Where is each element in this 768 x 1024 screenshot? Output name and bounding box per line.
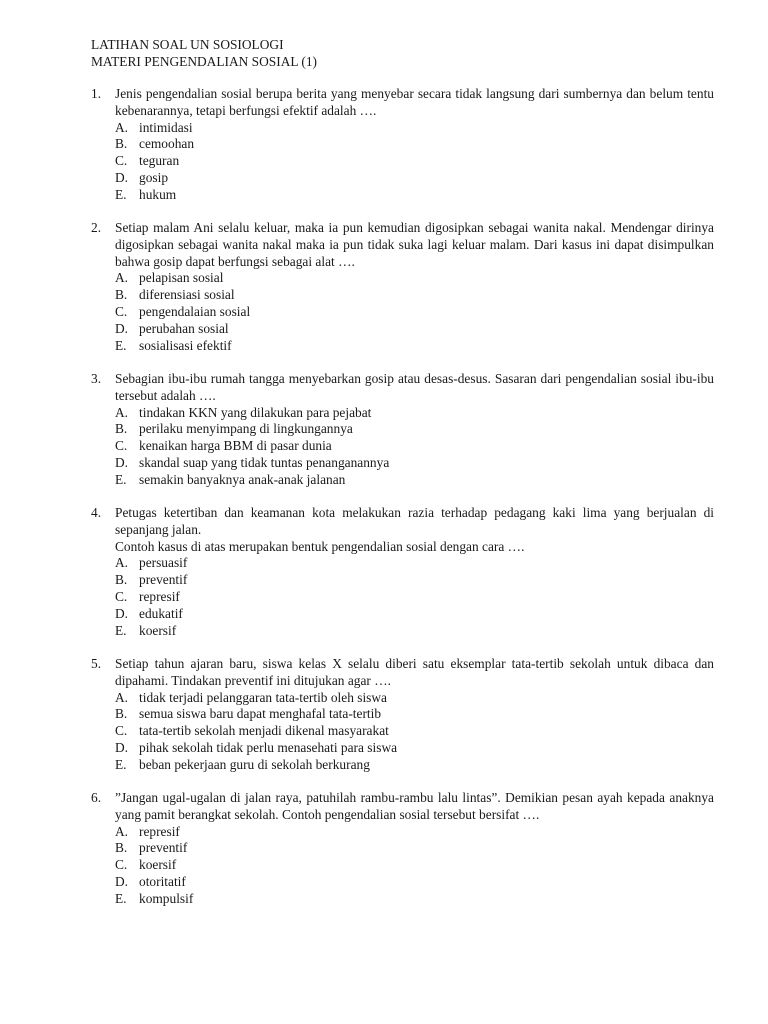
option-text: pengendalaian sosial — [139, 303, 251, 319]
option-letter: B. — [115, 840, 128, 856]
option-letter: B. — [115, 136, 128, 152]
option-letter: E. — [115, 622, 127, 638]
answer-options — [115, 270, 714, 354]
option-text: beban pekerjaan guru di sekolah berkurang — [139, 756, 370, 772]
answer-option-e[interactable] — [115, 472, 714, 489]
question-number: 2. — [91, 220, 102, 235]
answer-option-c[interactable] — [115, 304, 714, 321]
answer-option-d[interactable] — [115, 455, 714, 472]
answer-option-b[interactable] — [115, 840, 714, 857]
option-text: pelapisan sosial — [139, 270, 224, 286]
answer-options — [115, 824, 714, 908]
option-letter: B. — [115, 421, 128, 437]
option-text: hukum — [139, 186, 177, 202]
answer-option-b[interactable] — [115, 287, 714, 304]
option-letter: C. — [115, 857, 128, 873]
answer-option-d[interactable] — [115, 321, 714, 338]
option-letter: B. — [115, 706, 128, 722]
option-text: kompulsif — [139, 890, 194, 906]
answer-option-b[interactable] — [115, 421, 714, 438]
question-number: 5. — [91, 656, 102, 671]
option-letter: B. — [115, 572, 128, 588]
answer-option-c[interactable] — [115, 438, 714, 455]
answer-option-d[interactable] — [115, 170, 714, 187]
question-3 — [91, 371, 714, 489]
answer-options — [115, 405, 714, 489]
answer-option-c[interactable] — [115, 589, 714, 606]
answer-option-a[interactable] — [115, 555, 714, 572]
question-text: ”Jangan ugal-ugalan di jalan raya, patuhilah rambu-rambu lalu lintas”. Demikian pesan ayah kepada anaknya yang pamit berangkat sekolah. Contoh pengendalian sosial tersebut bersifat …. — [115, 790, 714, 822]
answer-option-e[interactable] — [115, 891, 714, 908]
option-text: represif — [139, 823, 180, 839]
option-letter: A. — [115, 689, 129, 705]
option-text: intimidasi — [139, 119, 193, 135]
answer-options — [115, 555, 714, 639]
option-letter: A. — [115, 823, 129, 839]
option-text: tata-tertib sekolah menjadi dikenal masyarakat — [139, 723, 389, 739]
question-text: Setiap tahun ajaran baru, siswa kelas X selalu diberi satu eksemplar tata-tertib sekolah untuk dibaca dan dipahami. Tindakan preventif ini ditujukan agar …. — [115, 656, 714, 688]
option-letter: A. — [115, 555, 129, 571]
option-letter: D. — [115, 605, 129, 621]
option-letter: C. — [115, 153, 128, 169]
question-2 — [91, 220, 714, 354]
question-text: Jenis pengendalian sosial berupa berita yang menyebar secara tidak langsung dari sumbernya dan belum tentu kebenarannya, tetapi berfungsi efektif adalah …. — [115, 86, 714, 118]
answer-option-d[interactable] — [115, 606, 714, 623]
option-letter: A. — [115, 270, 129, 286]
option-text: semua siswa baru dapat menghafal tata-tertib — [139, 706, 382, 722]
answer-option-b[interactable] — [115, 706, 714, 723]
question-text: Petugas ketertiban dan keamanan kota melakukan razia terhadap pedagang kaki lima yang berjualan di sepanjang jalan. — [115, 505, 714, 537]
answer-option-d[interactable] — [115, 740, 714, 757]
option-text: preventif — [139, 840, 188, 856]
answer-option-c[interactable] — [115, 723, 714, 740]
option-text: otoritatif — [139, 873, 186, 889]
question-number: 1. — [91, 86, 102, 101]
option-letter: E. — [115, 890, 127, 906]
option-text: kenaikan harga BBM di pasar dunia — [139, 438, 332, 454]
question-6 — [91, 790, 714, 908]
answer-option-c[interactable] — [115, 857, 714, 874]
answer-option-a[interactable] — [115, 405, 714, 422]
answer-option-c[interactable] — [115, 153, 714, 170]
option-letter: A. — [115, 404, 129, 420]
option-text: preventif — [139, 572, 188, 588]
option-letter: E. — [115, 337, 127, 353]
answer-option-e[interactable] — [115, 187, 714, 204]
answer-option-b[interactable] — [115, 136, 714, 153]
question-1 — [91, 86, 714, 204]
answer-option-b[interactable] — [115, 572, 714, 589]
option-letter: D. — [115, 454, 129, 470]
option-letter: D. — [115, 320, 129, 336]
option-text: gosip — [139, 169, 169, 185]
question-5 — [91, 656, 714, 774]
option-text: koersif — [139, 857, 177, 873]
option-text: pihak sekolah tidak perlu menasehati para siswa — [139, 739, 398, 755]
option-text: tidak terjadi pelanggaran tata-tertib oleh siswa — [139, 689, 388, 705]
option-text: skandal suap yang tidak tuntas penanganannya — [139, 454, 390, 470]
question-number: 3. — [91, 371, 102, 386]
answer-option-a[interactable] — [115, 690, 714, 707]
answer-option-e[interactable] — [115, 623, 714, 640]
question-text-continued: Contoh kasus di atas merupakan bentuk pengendalian sosial dengan cara …. — [115, 538, 525, 554]
option-text: perubahan sosial — [139, 320, 229, 336]
answer-option-d[interactable] — [115, 874, 714, 891]
option-letter: E. — [115, 756, 127, 772]
option-text: perilaku menyimpang di lingkungannya — [139, 421, 353, 437]
option-letter: C. — [115, 303, 128, 319]
option-letter: C. — [115, 438, 128, 454]
answer-option-a[interactable] — [115, 824, 714, 841]
question-number: 4. — [91, 505, 102, 520]
document-header — [91, 36, 317, 70]
question-text: Sebagian ibu-ibu rumah tangga menyebarkan gosip atau desas-desus. Sasaran dari pengendalian sosial ibu-ibu tersebut adalah …. — [115, 371, 714, 403]
option-text: semakin banyaknya anak-anak jalanan — [139, 471, 346, 487]
option-text: edukatif — [139, 605, 183, 621]
option-text: persuasif — [139, 555, 188, 571]
answer-option-a[interactable] — [115, 120, 714, 137]
option-letter: C. — [115, 588, 128, 604]
option-letter: D. — [115, 739, 129, 755]
option-letter: B. — [115, 287, 128, 303]
option-text: cemoohan — [139, 136, 195, 152]
question-text: Setiap malam Ani selalu keluar, maka ia pun kemudian digosipkan sebagai wanita nakal. Mendengar dirinya digosipkan sebagai wanita nakal maka ia pun tidak suka lagi keluar malam. Dari kasus ini dapat disimpulkan bahwa gosip dapat berfungsi sebagai alat …. — [115, 220, 714, 269]
option-text: represif — [139, 588, 180, 604]
option-text: teguran — [139, 153, 180, 169]
option-letter: D. — [115, 873, 129, 889]
option-letter: A. — [115, 119, 129, 135]
answer-option-a[interactable] — [115, 270, 714, 287]
document-subtitle: MATERI PENGENDALIAN SOSIAL (1) — [91, 54, 318, 69]
option-letter: C. — [115, 723, 128, 739]
answer-options — [115, 690, 714, 774]
answer-option-e[interactable] — [115, 338, 714, 355]
answer-options — [115, 120, 714, 204]
option-text: koersif — [139, 622, 177, 638]
option-text: tindakan KKN yang dilakukan para pejabat — [139, 404, 372, 420]
answer-option-e[interactable] — [115, 757, 714, 774]
option-letter: E. — [115, 186, 127, 202]
option-text: sosialisasi efektif — [139, 337, 232, 353]
option-letter: D. — [115, 169, 129, 185]
option-text: diferensiasi sosial — [139, 287, 235, 303]
question-number: 6. — [91, 790, 102, 805]
document-title: LATIHAN SOAL UN SOSIOLOGI — [91, 37, 284, 52]
question-4 — [91, 505, 714, 639]
option-letter: E. — [115, 471, 127, 487]
